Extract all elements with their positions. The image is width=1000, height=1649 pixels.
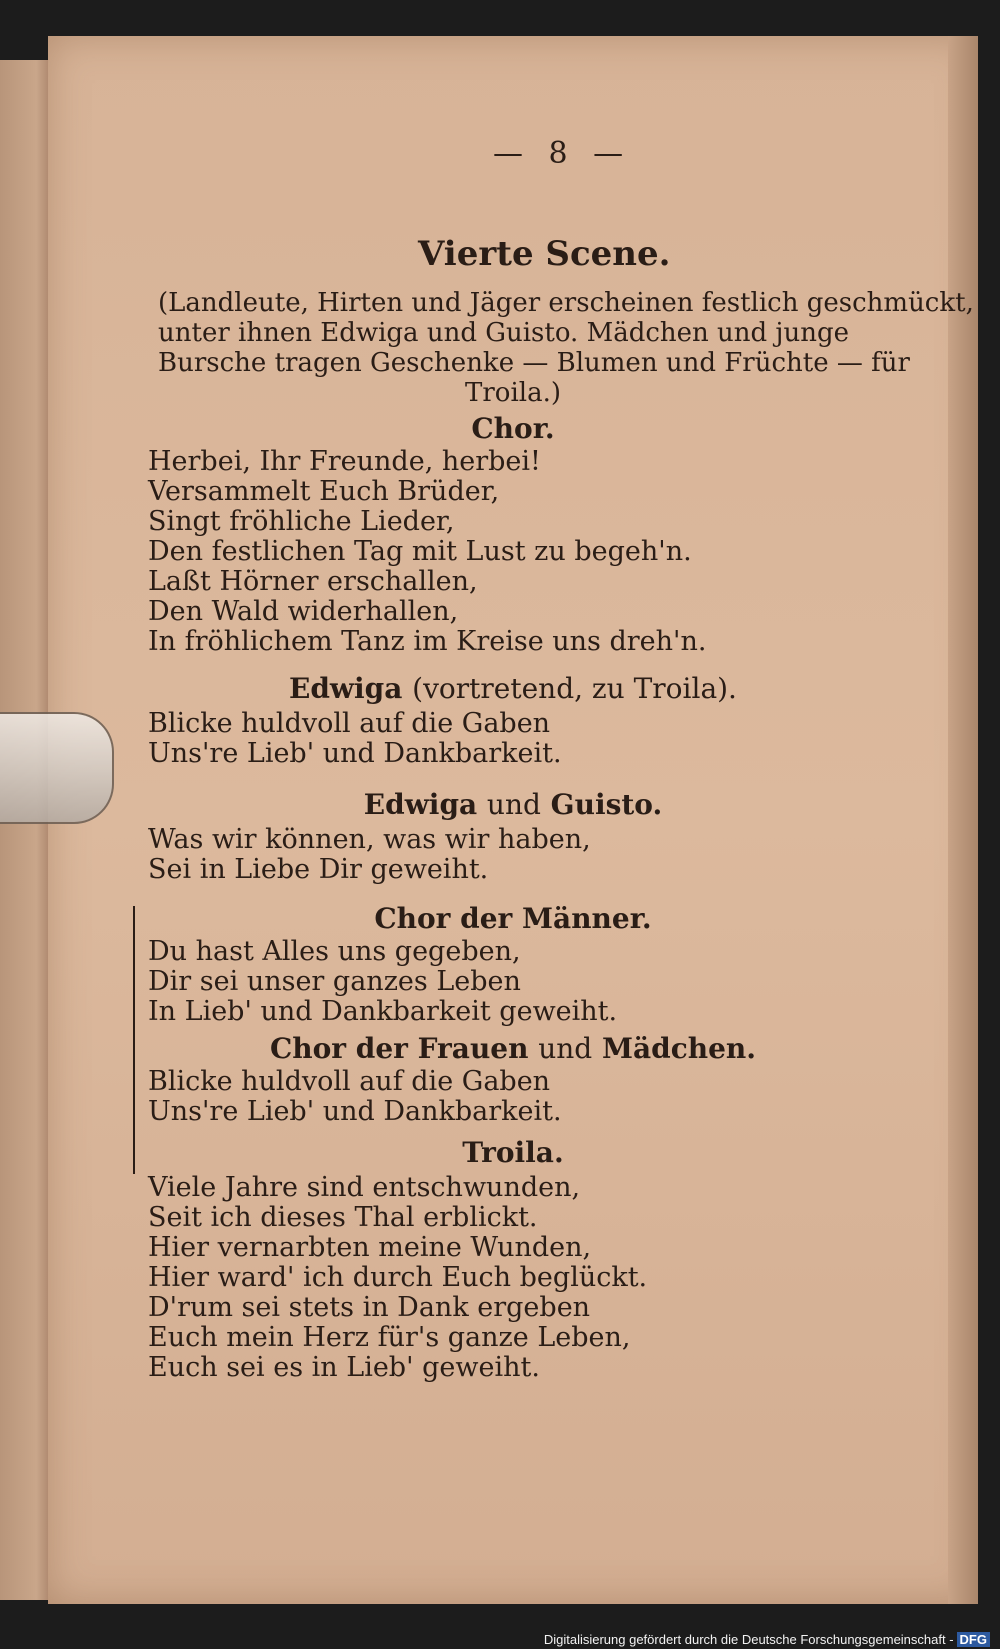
speaker-name: Chor der Frauen: [269, 1032, 529, 1065]
verse-line: Euch sei es in Lieb' geweiht.: [148, 1352, 540, 1383]
stage-direction-line: Troila.): [465, 378, 561, 408]
chor-maenner-heading: Chor der Männer.: [374, 902, 652, 935]
verse-line: Singt fröhliche Lieder,: [148, 506, 455, 537]
scene-title: Vierte Scene.: [418, 234, 671, 274]
speaker-name: Edwiga: [289, 672, 403, 705]
adjacent-page-edge: [0, 60, 52, 1600]
dfg-logo: DFG: [957, 1632, 990, 1647]
verse-line: Uns're Lieb' und Dankbarkeit.: [148, 738, 562, 769]
stage-direction-line: (Landleute, Hirten und Jäger erscheinen festlich geschmückt,: [158, 288, 974, 318]
verse-line: D'rum sei stets in Dank ergeben: [148, 1292, 591, 1323]
speaker-name: Edwiga: [363, 788, 478, 821]
digitization-credit: [544, 1632, 990, 1647]
verse-line: Laßt Hörner erschallen,: [148, 566, 478, 597]
verse-line: Seit ich dieses Thal erblickt.: [148, 1202, 538, 1233]
verse-line: Hier vernarbten meine Wunden,: [148, 1232, 592, 1263]
verse-line: Herbei, Ihr Freunde, herbei!: [148, 446, 541, 477]
stage-direction-line: unter ihnen Edwiga und Guisto. Mädchen und junge: [158, 318, 850, 348]
chor-frauen-heading: [48, 1032, 978, 1065]
verse-line: Was wir können, was wir haben,: [148, 824, 591, 855]
verse-line: Uns're Lieb' und Dankbarkeit.: [148, 1096, 562, 1127]
chor-heading: Chor.: [471, 412, 555, 445]
speaker-name: Guisto.: [550, 788, 663, 821]
stage-direction-line: Bursche tragen Geschenke — Blumen und Früchte — für: [158, 348, 910, 378]
edwiga-heading: [48, 672, 978, 705]
verse-line: Den Wald widerhallen,: [148, 596, 459, 627]
verse-line: Sei in Liebe Dir geweiht.: [148, 854, 489, 885]
verse-line: In Lieb' und Dankbarkeit geweiht.: [148, 996, 618, 1027]
verse-line: Dir sei unser ganzes Leben: [148, 966, 521, 997]
conjunction: und: [486, 788, 541, 821]
verse-line: In fröhlichem Tanz im Kreise uns dreh'n.: [148, 626, 707, 657]
speaker-name: Mädchen.: [601, 1032, 757, 1065]
credit-text: Digitalisierung gefördert durch die Deutsche Forschungsgemeinschaft -: [543, 1632, 954, 1647]
verse-line: Du hast Alles uns gegeben,: [148, 936, 521, 967]
verse-line: Viele Jahre sind entschwunden,: [148, 1172, 581, 1203]
verse-line: Blicke huldvoll auf die Gaben: [148, 708, 551, 739]
book-page: [48, 36, 978, 1604]
edwiga-guisto-heading: [48, 788, 978, 821]
verse-line: Blicke huldvoll auf die Gaben: [148, 1066, 551, 1097]
page-number: — 8 —: [493, 136, 632, 171]
verse-line: Versammelt Euch Brüder,: [148, 476, 500, 507]
verse-line: Den festlichen Tag mit Lust zu begeh'n.: [148, 536, 692, 567]
verse-line: Hier ward' ich durch Euch beglückt.: [148, 1262, 648, 1293]
speaker-direction: (vortretend, zu Troila).: [412, 672, 737, 705]
conjunction: und: [538, 1032, 593, 1065]
troila-heading: Troila.: [462, 1136, 564, 1169]
verse-line: Euch mein Herz für's ganze Leben,: [148, 1322, 631, 1353]
bookmark-clip: [0, 712, 114, 824]
